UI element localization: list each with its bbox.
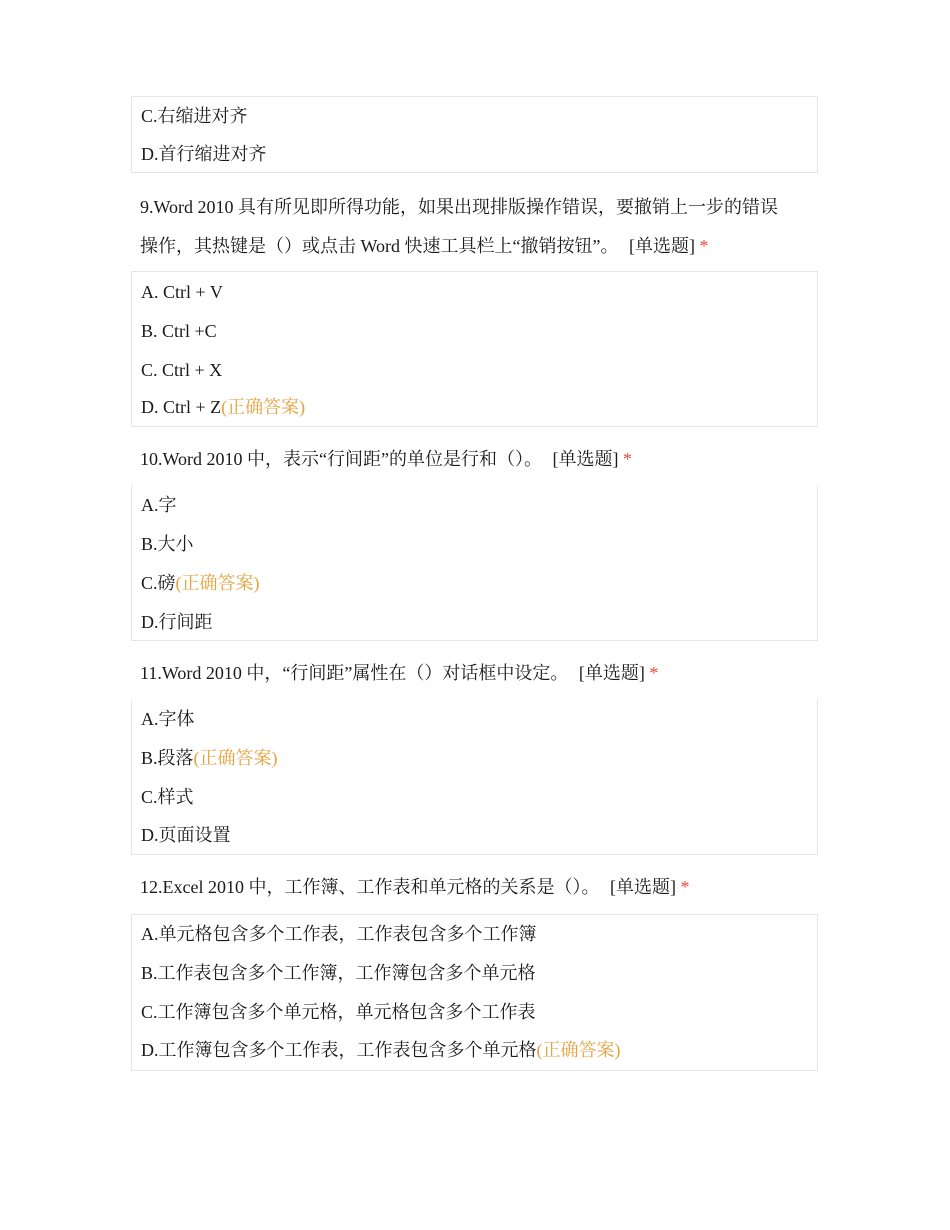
q12-correct-label: (正确答案)	[536, 1040, 621, 1060]
q9-text-line2: 操作，其热键是（）或点击 Word 快速工具栏上“撤销按钮”。 [单选题] *	[140, 236, 709, 256]
q11-question: 11.Word 2010 中，“行间距”属性在（）对话框中设定。 [单选题] *	[140, 663, 659, 683]
q8-options-box	[131, 96, 818, 173]
q12-option-a: A.单元格包含多个工作表，工作表包含多个工作簿	[141, 924, 537, 944]
q9-correct-label: (正确答案)	[221, 397, 306, 417]
q9-option-c: C. Ctrl + X	[141, 360, 223, 380]
q9-option-d: D. Ctrl + Z(正确答案)	[141, 397, 306, 417]
q10-required-star: *	[623, 449, 633, 469]
q10-question: 10.Word 2010 中，表示“行间距”的单位是行和（）。 [单选题] *	[140, 449, 633, 469]
q12-options-box	[131, 914, 818, 1071]
q12-option-b: B.工作表包含多个工作簿，工作簿包含多个单元格	[141, 963, 536, 983]
q11-option-b: B.段落(正确答案)	[141, 748, 278, 768]
q10-option-a: A.字	[141, 495, 177, 515]
q10-correct-label: (正确答案)	[175, 573, 260, 593]
q10-type: [单选题]	[552, 449, 619, 469]
q10-option-b: B.大小	[141, 534, 194, 554]
q9-option-b: B. Ctrl +C	[141, 321, 217, 341]
q10-option-d: D.行间距	[141, 612, 213, 632]
q9-option-a: A. Ctrl + V	[141, 282, 223, 302]
q11-correct-label: (正确答案)	[193, 748, 278, 768]
q12-option-c: C.工作簿包含多个单元格，单元格包含多个工作表	[141, 1002, 536, 1022]
q9-type: [单选题]	[629, 236, 696, 256]
q10-option-c: C.磅(正确答案)	[141, 573, 260, 593]
q12-required-star: *	[680, 877, 690, 897]
q8-option-c: C.右缩进对齐	[141, 106, 248, 126]
q11-option-d: D.页面设置	[141, 825, 231, 845]
q11-type: [单选题]	[578, 663, 645, 683]
q8-option-d: D.首行缩进对齐	[141, 144, 267, 164]
q11-option-a: A.字体	[141, 709, 195, 729]
q11-options-box	[131, 699, 818, 855]
q9-question	[140, 188, 820, 266]
q11-option-c: C.样式	[141, 787, 194, 807]
q10-options-box	[131, 485, 818, 641]
q11-required-star: *	[649, 663, 659, 683]
q9-text-line1: 9.Word 2010 具有所见即所得功能，如果出现排版操作错误，要撤销上一步的错误	[140, 197, 779, 217]
q12-question: 12.Excel 2010 中，工作簿、工作表和单元格的关系是（）。 [单选题] *	[140, 877, 690, 897]
q9-required-star: *	[699, 236, 709, 256]
q12-option-d: D.工作簿包含多个工作表，工作表包含多个单元格(正确答案)	[141, 1040, 621, 1060]
q9-options-box	[131, 271, 818, 427]
q12-type: [单选题]	[609, 877, 676, 897]
